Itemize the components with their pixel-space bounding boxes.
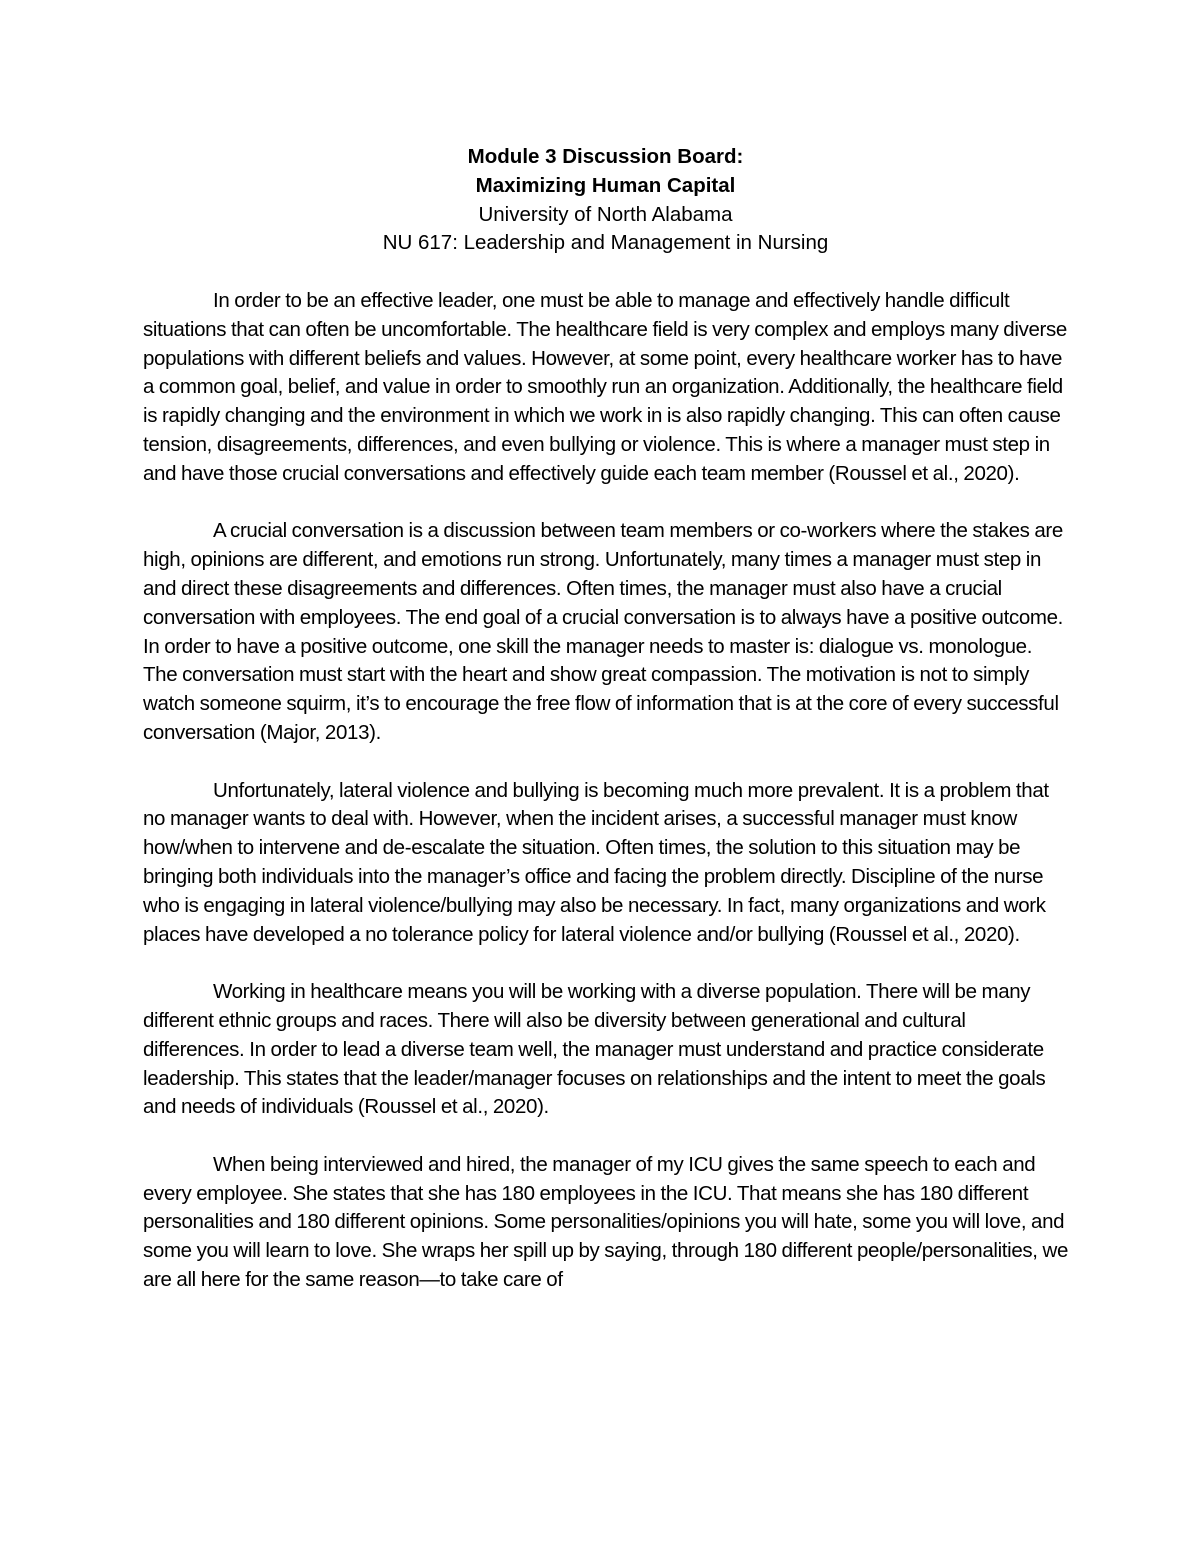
body-paragraph-2: A crucial conversation is a discussion between team members or co-workers where the stakes are high, opinions are different, and emotions run strong. Unfortunately, many times a manager must step in and direct these disagreements and differences. Often times, the manager must also have a crucial conversation with employees. The end goal of a crucial conversation is to always have a positive outcome. In order to have a positive outcome, one skill the manager needs to master is: dialogue vs. monologue. The conversation must start with the heart and show great compassion. The motivation is not to simply watch someone squirm, it’s to encourage the free flow of information that is at the core of every successful conversation (Major, 2013). bbox=[143, 519, 1064, 744]
document-page bbox=[143, 143, 1068, 1533]
body-paragraph-5: When being interviewed and hired, the manager of my ICU gives the same speech to each and every employee. She states that she has 180 employees in the ICU. That means she has 180 different personalities and 180 different opinions. Some personalities/opinions you will hate, some you will love, and some you will learn to love. She wraps her spill up by saying, through 180 different people/personalities, we are all here for the same reason—to take care of bbox=[143, 1152, 1068, 1292]
course-name: NU 617: Leadership and Management in Nursing bbox=[382, 231, 829, 255]
institution-name: University of North Alabama bbox=[478, 202, 733, 226]
body-paragraph-3: Unfortunately, lateral violence and bullying is becoming much more prevalent. It is a problem that no manager wants to deal with. However, when the incident arises, a successful manager must know how/when to intervene and de-escalate the situation. Often times, the solution to this situation may be bringing both individuals into the manager’s office and facing the problem directly. Discipline of the nurse who is engaging in lateral violence/bullying may also be necessary. In fact, many organizations and work places have developed a no tolerance policy for lateral violence and/or bullying (Roussel et al., 2020). bbox=[143, 778, 1049, 946]
body-paragraph-4: Working in healthcare means you will be working with a diverse population. There will be many different ethnic groups and races. There will also be diversity between generational and cultural differences. In order to lead a diverse team well, the manager must understand and practice considerate leadership. This states that the leader/manager focuses on relationships and the intent to meet the goals and needs of individuals (Roussel et al., 2020). bbox=[143, 980, 1046, 1119]
document-heading bbox=[143, 143, 1068, 258]
heading-spacer bbox=[143, 258, 1068, 287]
body-paragraph-1: In order to be an effective leader, one must be able to manage and effectively handle difficult situations that can often be uncomfortable. The healthcare field is very complex and employs many diverse populations with different beliefs and values. However, at some point, every healthcare worker has to have a common goal, belief, and value in order to smoothly run an organization. Additionally, the healthcare field is rapidly changing and the environment in which we work in is also rapidly changing. This can often cause tension, disagreements, differences, and even bullying or violence. This is where a manager must step in and have those crucial conversations and effectively guide each team member (Roussel et al., 2020). bbox=[143, 288, 1067, 485]
title-line-1: Module 3 Discussion Board: bbox=[467, 145, 744, 168]
title-line-2: Maximizing Human Capital bbox=[475, 173, 736, 197]
